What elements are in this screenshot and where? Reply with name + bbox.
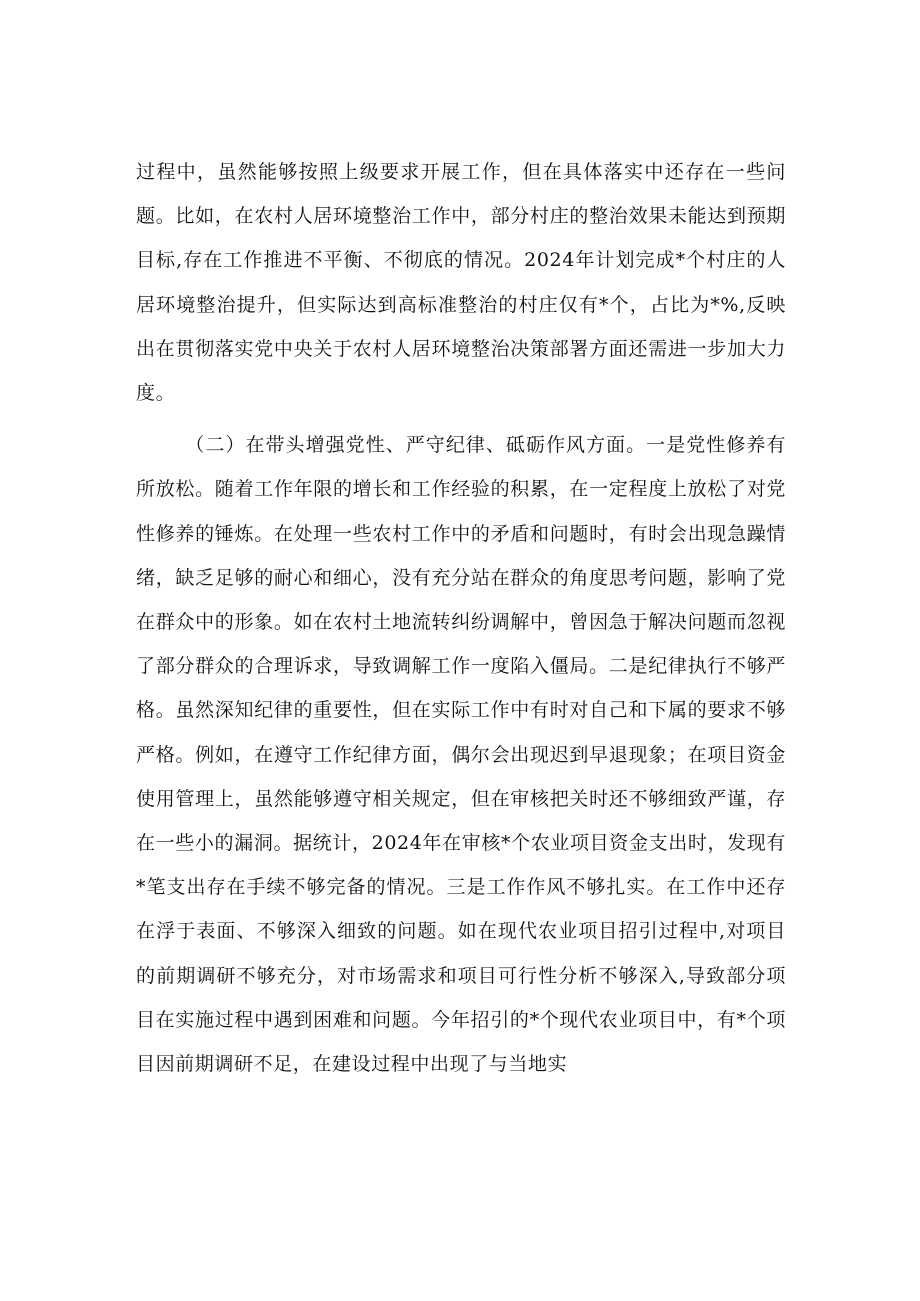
paragraph-continuation: 过程中，虽然能够按照上级要求开展工作，但在具体落实中还存在一些问题。比如，在农村人居环境整治工作中，部分村庄的整治效果未能达到预期目标,存在工作推进不平衡、不彻底的情况。2024年计划完成*个村庄的人居环境整治提升，但实际达到高标准整治的村庄仅有*个，占比为*%,反映出在贯彻落实党中央关于农村人居环境整治决策部署方面还需进一步加大力度。 bbox=[136, 161, 786, 405]
document-body bbox=[136, 150, 786, 1086]
paragraph-section-two: （二）在带头增强党性、严守纪律、砥砺作风方面。一是党性修养有所放松。随着工作年限的增长和工作经验的积累，在一定程度上放松了对党性修养的锤炼。在处理一些农村工作中的矛盾和问题时，有时会出现急躁情绪，缺乏足够的耐心和细心，没有充分站在群众的角度思考问题，影响了党在群众中的形象。如在农村土地流转纠纷调解中，曾因急于解决问题而忽视了部分群众的合理诉求，导致调解工作一度陷入僵局。二是纪律执行不够严格。虽然深知纪律的重要性，但在实际工作中有时对自己和下属的要求不够严格。例如，在遵守工作纪律方面，偶尔会出现迟到早退现象；在项目资金使用管理上，虽然能够遵守相关规定，但在审核把关时还不够细致严谨，存在一些小的漏洞。据统计，2024年在审核*个农业项目资金支出时，发现有*笔支出存在手续不够完备的情况。三是工作作风不够扎实。在工作中还存在浮于表面、不够深入细致的问题。如在现代农业项目招引过程中,对项目的前期调研不够充分，对市场需求和项目可行性分析不够深入,导致部分项目在实施过程中遇到困难和问题。今年招引的*个现代农业项目中，有*个项目因前期调研不足，在建设过程中出现了与当地实 bbox=[136, 434, 786, 1076]
